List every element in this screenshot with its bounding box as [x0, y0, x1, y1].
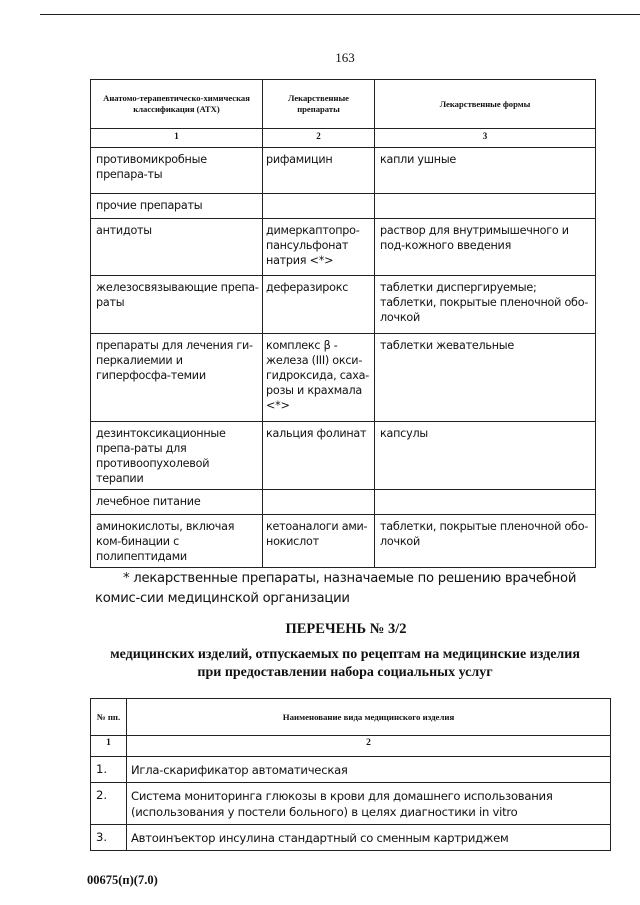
- table-row: [91, 783, 611, 825]
- table-row: [91, 148, 596, 194]
- drug-cell: кетоаналоги ами-нокислот: [263, 515, 375, 568]
- drug-cell: деферазирокс: [263, 276, 375, 334]
- device-name-cell: Игла-скарификатор автоматическая: [127, 757, 611, 783]
- atx-cell: противомикробные препара-ты: [91, 148, 263, 194]
- form-cell: таблетки, покрытые пленочной обо-лочкой: [375, 515, 596, 568]
- column-number: 2: [263, 129, 375, 148]
- atx-cell: лечебное питание: [91, 490, 263, 515]
- column-number: 1: [91, 736, 127, 757]
- table-row: [91, 757, 611, 783]
- device-name-header: Наименование вида медицинского изделия: [127, 699, 611, 736]
- row-number: 1.: [91, 757, 127, 783]
- device-name-cell: Автоинъектор инсулина стандартный со сменным картриджем: [127, 825, 611, 851]
- column-number: 1: [91, 129, 263, 148]
- atx-cell: железосвязывающие препа-раты: [91, 276, 263, 334]
- drug-cell: кальция фолинат: [263, 422, 375, 490]
- table-row: [91, 825, 611, 851]
- table-row: [91, 276, 596, 334]
- form-cell: раствор для внутримышечного и под-кожного введения: [375, 219, 596, 276]
- drug-cell: димеркаптопро-пансульфонат натрия <*>: [263, 219, 375, 276]
- number-header: № пп.: [91, 699, 127, 736]
- form-header: Лекарственные формы: [375, 80, 596, 129]
- table-row: [91, 515, 596, 568]
- column-number: 2: [127, 736, 611, 757]
- drug-cell: комплекс β - железа (III) окси-гидроксида, саха-розы и крахмала <*>: [263, 334, 375, 422]
- form-cell: [375, 490, 596, 515]
- row-number: 3.: [91, 825, 127, 851]
- page-number: 163: [335, 50, 355, 65]
- table-row: [91, 219, 596, 276]
- atx-cell: препараты для лечения ги-перкалиемии и гиперфосфа-темии: [91, 334, 263, 422]
- table-row: [91, 194, 596, 219]
- footnote: * лекарственные препараты, назначаемые по решению врачебной комис-сии медицинской организации: [95, 571, 577, 606]
- atx-cell: дезинтоксикационные препа-раты для противоопухолевой терапии: [91, 422, 263, 490]
- atx-cell: аминокислоты, включая ком-бинации с полипептидами: [91, 515, 263, 568]
- list-title: ПЕРЕЧЕНЬ № 3/2: [285, 621, 407, 637]
- top-rule: [40, 14, 640, 15]
- drug-header: Лекарственные препараты: [263, 80, 375, 129]
- list-subtitle: медицинских изделий, отпускаемых по рецептам на медицинские изделия при предоставлении набора социальных услуг: [110, 647, 580, 680]
- atx-header: Анатомо-терапевтическо-химическая классификация (АТХ): [91, 80, 263, 129]
- drug-cell: [263, 490, 375, 515]
- row-number: 2.: [91, 783, 127, 825]
- table-row: [91, 334, 596, 422]
- medical-devices-table: [90, 698, 611, 851]
- table-row: [91, 490, 596, 515]
- atx-cell: прочие препараты: [91, 194, 263, 219]
- form-cell: [375, 194, 596, 219]
- drug-cell: [263, 194, 375, 219]
- device-name-cell: Система мониторинга глюкозы в крови для домашнего использования (использования у постели больного) в целях диагностики in vitro: [127, 783, 611, 825]
- column-number: 3: [375, 129, 596, 148]
- atx-cell: антидоты: [91, 219, 263, 276]
- form-cell: таблетки диспергируемые; таблетки, покрытые пленочной обо-лочкой: [375, 276, 596, 334]
- table-row: [91, 422, 596, 490]
- form-cell: капли ушные: [375, 148, 596, 194]
- drug-cell: рифамицин: [263, 148, 375, 194]
- document-code: 00675(п)(7.0): [87, 873, 158, 887]
- form-cell: капсулы: [375, 422, 596, 490]
- atx-drug-table: [90, 79, 596, 568]
- form-cell: таблетки жевательные: [375, 334, 596, 422]
